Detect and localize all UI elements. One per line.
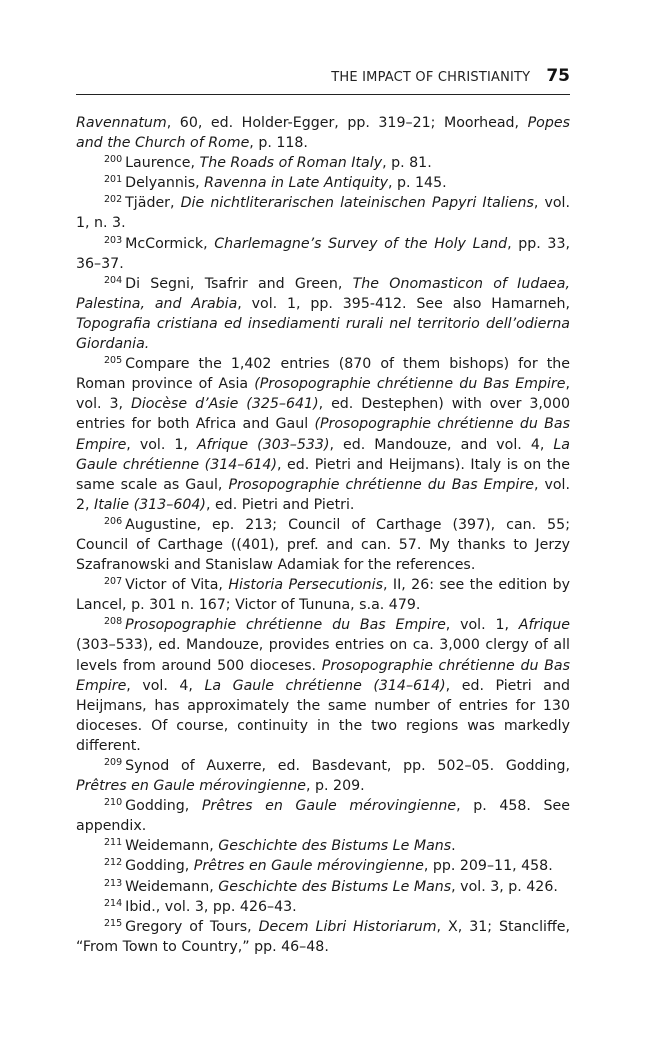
footnote-title-text: Die nichtliterarischen lateinischen Papyri Italiens <box>180 195 534 212</box>
footnote-text: , 60, ed. Holder-Egger, pp. 319–21; Moorhead, <box>166 115 528 131</box>
footnote-text: , vol. 2, <box>76 476 570 513</box>
footnote-text: Laurence, <box>125 155 200 172</box>
footnote-title-text: Italie (313–604) <box>94 496 206 513</box>
footnote <box>76 113 570 153</box>
footnote-number: 205 <box>104 355 123 367</box>
header-rule <box>76 94 570 95</box>
footnote-text: Compare the 1,402 entries (870 of them bishops) for the Roman province of Asia <box>76 356 570 393</box>
footnote <box>76 515 570 575</box>
footnote <box>76 615 570 756</box>
footnote-number: 200 <box>104 154 123 166</box>
footnote-text: , vol. 1, pp. 395-412. See also Hamarneh, <box>237 295 570 312</box>
footnote-text: , ed. Destephen) with over 3,000 entries for both Africa and Gaul <box>76 396 570 433</box>
footnote-text: Synod of Auxerre, ed. Basdevant, pp. 502–05. Godding, <box>125 758 570 774</box>
footnote-number: 211 <box>104 837 123 849</box>
footnote <box>76 836 570 856</box>
footnote-text: Gregory of Tours, <box>125 918 259 935</box>
running-header <box>76 66 570 92</box>
footnote <box>76 897 570 917</box>
footnote-title-text: The Onomasticon of Iudaea, Palestina, and Arabia <box>76 275 570 312</box>
footnote-title-text: The Roads of Roman Italy <box>199 155 383 172</box>
footnote <box>76 756 570 796</box>
footnote-text: Tjäder, <box>125 195 181 212</box>
footnote-text: , pp. 33, 36–37. <box>76 235 570 272</box>
footnotes <box>76 113 570 957</box>
footnote-title-text: Prêtres en Gaule mérovingienne <box>76 778 307 795</box>
footnote-number: 203 <box>104 234 123 246</box>
footnote-title-text: La Gaule chrétienne (314–614) <box>204 677 446 694</box>
footnote-number: 206 <box>104 515 123 527</box>
footnote-text: , vol. 1, n. 3. <box>76 195 570 232</box>
footnote-text: , vol. 3, <box>76 376 571 413</box>
footnote-text: Augustine, ep. 213; Council of Carthage (397), can. 55; Council of Carthage ((401), pref. and can. 57. My thanks to Jerzy Szafranowski and Stanislaw Adamiak for the references. <box>76 516 570 574</box>
footnote-title-text: Diocèse d’Asie (325–641) <box>130 396 319 413</box>
footnote-number: 202 <box>104 194 123 206</box>
footnote-text: , vol. 3, p. 426. <box>451 878 558 895</box>
footnote <box>76 193 570 233</box>
footnote-title-text: Charlemagne’s Survey of the Holy Land <box>214 235 508 252</box>
footnote-number: 215 <box>104 917 123 929</box>
footnote-text: , vol. 1, <box>126 436 197 453</box>
footnote <box>76 173 570 193</box>
footnote <box>76 274 570 354</box>
footnote-text: Victor of Vita, <box>125 577 229 594</box>
footnote-number: 207 <box>104 576 123 588</box>
footnote <box>76 796 570 836</box>
footnote-text: Weidemann, <box>125 878 219 895</box>
footnote-title-text: Decem Libri Historiarum <box>258 918 437 935</box>
footnote-title-text: Prêtres en Gaule mérovingienne <box>193 858 424 875</box>
footnote-title-text: (Prosopographie chrétienne du Bas Empire <box>76 416 570 453</box>
footnote <box>76 856 570 876</box>
footnote-text: , II, 26: see the edition by Lancel, p. 301 n. 167; Victor of Tununa, s.a. 479. <box>76 577 570 614</box>
footnote-text: , X, 31; Stancliffe, “From Town to Country,” pp. 46–48. <box>76 918 570 955</box>
running-title: THE IMPACT OF CHRISTIANITY <box>331 70 531 85</box>
footnote-title-text: Prosopographie chrétienne du Bas Empire <box>76 657 570 694</box>
footnote-title-text: Ravennatum <box>76 115 167 131</box>
footnote <box>76 917 570 957</box>
footnote-number: 208 <box>104 616 123 628</box>
footnote-text: , ed. Pietri and Heijmans). Italy is on the same scale as Gaul, <box>76 456 570 493</box>
footnote-text: (303–533), ed. Mandouze, provides entries on ca. 3,000 clergy of all levels from around 500 dioceses. <box>76 637 570 674</box>
footnote-text: McCormick, <box>125 235 215 252</box>
footnote-title-text: Ravenna in Late Antiquity <box>204 175 388 192</box>
footnote-text: Di Segni, Tsafrir and Green, <box>125 275 353 292</box>
footnote <box>76 575 570 615</box>
footnote-title-text: Prêtres en Gaule mérovingienne <box>201 798 457 815</box>
footnote-number: 201 <box>104 174 123 186</box>
footnote-number: 212 <box>104 857 123 869</box>
footnote-text: , p. 458. See appendix. <box>76 798 570 835</box>
footnote-title-text: Prosopographie chrétienne du Bas Empire <box>228 476 534 493</box>
footnote-title-text: Geschichte des Bistums Le Mans <box>218 878 452 895</box>
footnote-number: 214 <box>104 897 123 909</box>
footnote-title-text: Topografia cristiana ed insediamenti rurali nel territorio dell’odierna Giordania. <box>76 315 570 353</box>
footnote-text: , ed. Pietri and Pietri. <box>205 496 355 513</box>
footnote-text: Godding, <box>125 858 194 875</box>
footnote-title-text: Afrique <box>518 617 570 634</box>
footnote-title-text: Geschichte des Bistums Le Mans <box>218 838 452 855</box>
footnote <box>76 153 570 173</box>
footnote-text: , p. 145. <box>387 175 447 192</box>
footnote-title-text: Afrique (303–533) <box>196 436 330 453</box>
footnote-title-text: Historia Persecutionis <box>228 577 383 594</box>
footnote-text: , ed. Mandouze, and vol. 4, <box>329 436 554 453</box>
footnote-text: , vol. 1, <box>445 617 519 634</box>
footnote-text: , vol. 4, <box>126 677 205 694</box>
footnote-number: 210 <box>104 797 123 809</box>
footnote-text: Weidemann, <box>125 838 219 855</box>
footnote-text: , p. 81. <box>382 155 432 172</box>
footnote-number: 209 <box>104 757 123 768</box>
footnote-title-text: La Gaule chrétienne (314–614) <box>76 436 570 473</box>
footnote-text: , p. 118. <box>249 135 308 152</box>
footnote-number: 204 <box>104 274 123 286</box>
footnote-text: , ed. Pietri and Heijmans, has approximately the same number of entries for 130 dioceses. Of course, continuity in the two regions was markedly different. <box>76 677 570 754</box>
footnote-text: , p. 209. <box>306 778 365 795</box>
footnote-title-text: Popes and the Church of Rome <box>76 115 570 152</box>
footnote-text: , pp. 209–11, 458. <box>423 858 553 875</box>
page-number: 75 <box>546 66 570 86</box>
footnote-text: Ibid., vol. 3, pp. 426–43. <box>125 898 297 915</box>
footnote-text: Godding, <box>125 798 202 815</box>
footnote-number: 213 <box>104 877 123 889</box>
footnote <box>76 234 570 274</box>
footnote <box>76 877 570 897</box>
footnote-text: Delyannis, <box>125 175 205 192</box>
footnote <box>76 354 570 515</box>
footnote-title-text: Prosopographie chrétienne du Bas Empire <box>125 617 446 634</box>
footnote-title-text: (Prosopographie chrétienne du Bas Empire <box>254 376 566 393</box>
footnote-text: . <box>451 838 456 855</box>
